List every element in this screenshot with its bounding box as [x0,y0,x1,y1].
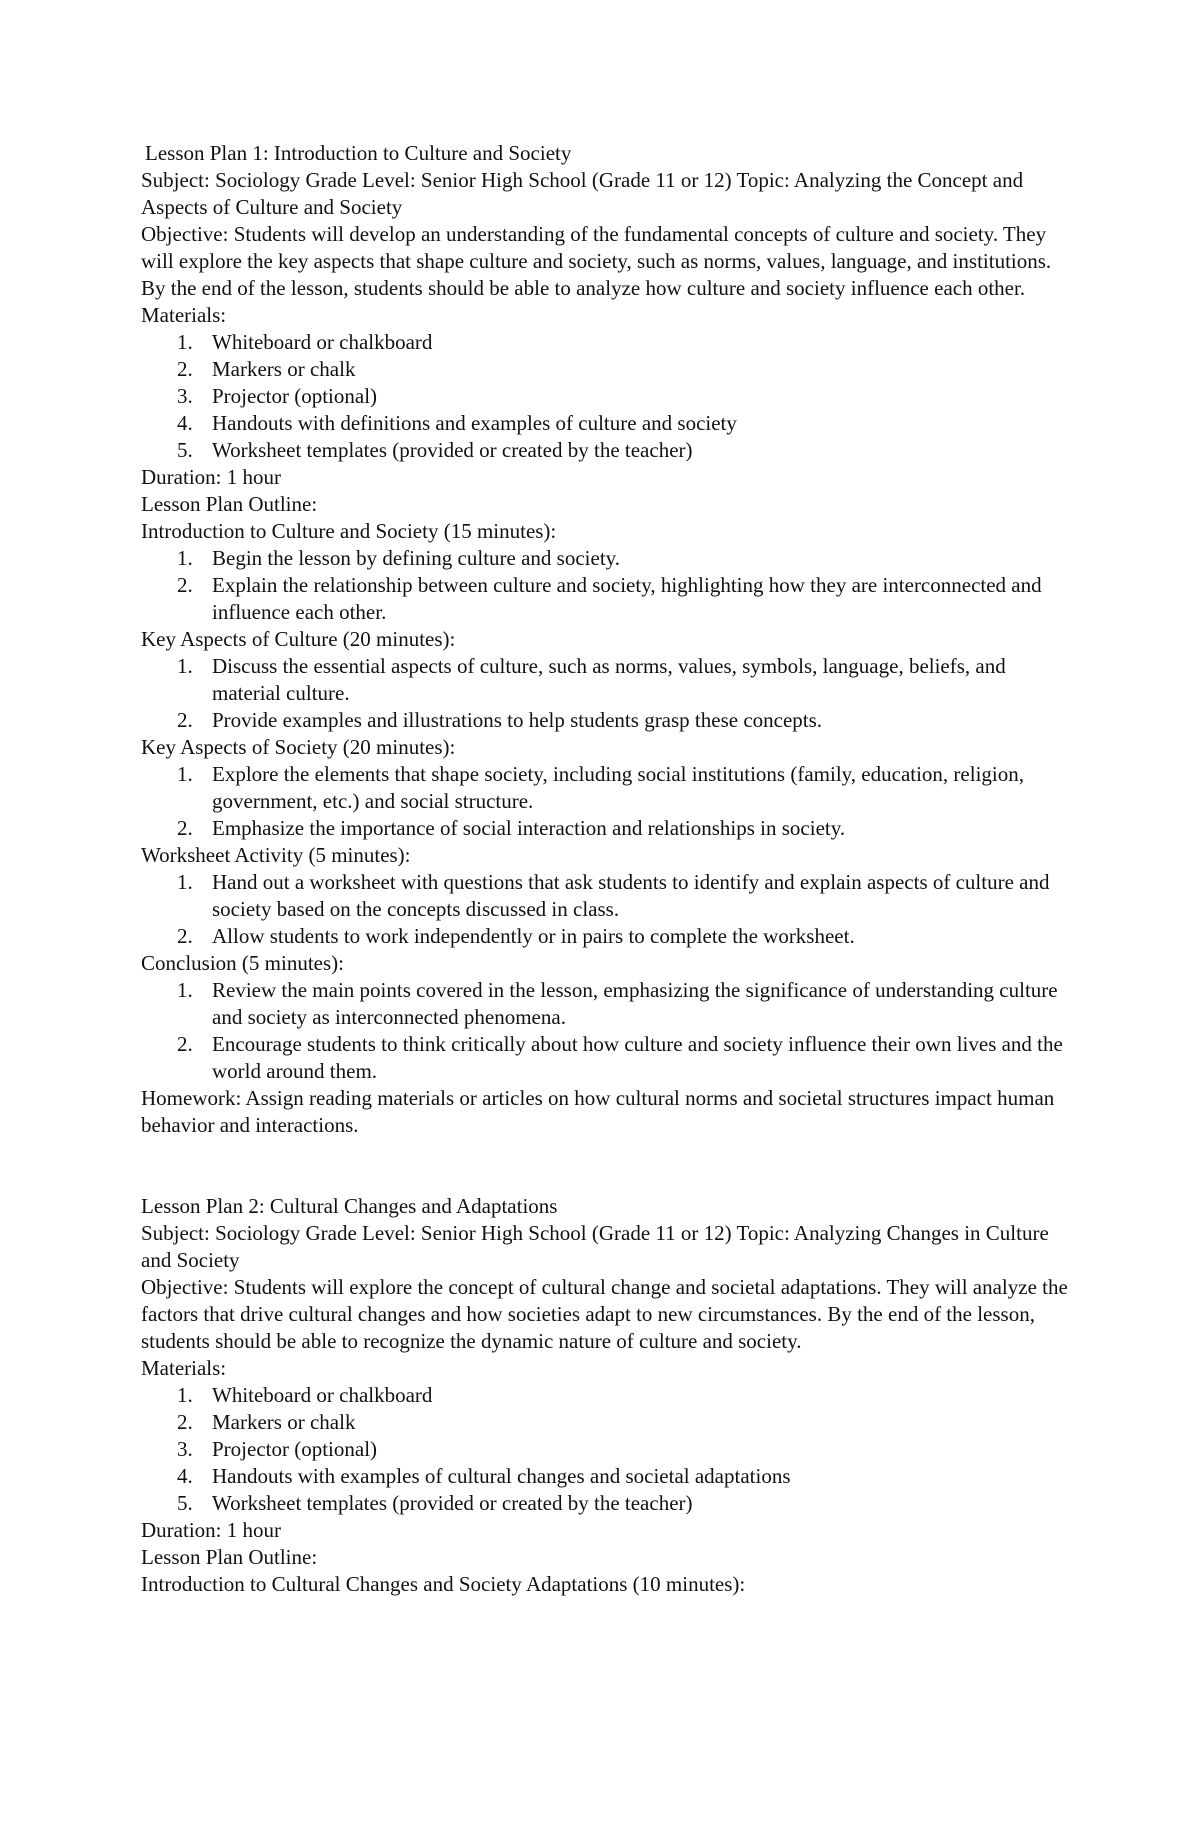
list-item [141,1463,1071,1490]
list-text: Projector (optional) [212,384,378,408]
list-number: 5. [177,438,193,462]
list-number: 1. [177,870,193,894]
list-item [141,1409,1071,1436]
list-number: 1. [177,330,193,354]
list-number: 2. [177,1410,193,1434]
list-number: 4. [177,1464,193,1488]
list-number: 2. [177,708,193,732]
list-text: Begin the lesson by defining culture and society. [212,546,621,570]
list-item [141,383,1071,410]
list-text: Whiteboard or chalkboard [212,1383,433,1407]
section-list [141,977,1071,1085]
lesson2-title: Lesson Plan 2: Cultural Changes and Adaptations [141,1194,558,1218]
list-item [141,761,1071,815]
section-heading: Conclusion (5 minutes): [141,951,344,975]
list-item [141,869,1071,923]
lesson1-duration: Duration: 1 hour [141,465,281,489]
list-item [141,1490,1071,1517]
list-number: 2. [177,816,193,840]
list-item [141,410,1071,437]
list-number: 1. [177,546,193,570]
document-body [141,140,1071,1598]
list-number: 1. [177,978,193,1002]
list-item [141,437,1071,464]
list-text: Handouts with definitions and examples of culture and society [212,411,737,435]
section-list [141,869,1071,950]
list-text: Projector (optional) [212,1437,378,1461]
list-text: Explore the elements that shape society, including social institutions (family, education, religion, government, etc.) and social structure. [212,762,1024,813]
section-gap [141,1139,1071,1193]
section-list [141,545,1071,626]
list-number: 1. [177,1383,193,1407]
list-number: 1. [177,762,193,786]
list-item [141,356,1071,383]
lesson1-title: Lesson Plan 1: Introduction to Culture and Society [145,141,572,165]
list-text: Encourage students to think critically about how culture and society influence their own lives and the world around them. [212,1032,1063,1083]
section-heading: Introduction to Cultural Changes and Society Adaptations (10 minutes): [141,1572,746,1596]
list-item [141,653,1071,707]
list-text: Markers or chalk [212,1410,356,1434]
list-number: 1. [177,654,193,678]
list-text: Review the main points covered in the lesson, emphasizing the significance of understanding culture and society as interconnected phenomena. [212,978,1058,1029]
list-text: Provide examples and illustrations to help students grasp these concepts. [212,708,823,732]
list-item [141,707,1071,734]
section-heading: Key Aspects of Culture (20 minutes): [141,627,456,651]
list-text: Hand out a worksheet with questions that ask students to identify and explain aspects of culture and society based on the concepts discussed in class. [212,870,1050,921]
lesson1-materials-label: Materials: [141,303,227,327]
list-text: Emphasize the importance of social interaction and relationships in society. [212,816,846,840]
list-item [141,1031,1071,1085]
lesson2-objective: Objective: Students will explore the concept of cultural change and societal adaptations. They will analyze the factors that drive cultural changes and how societies adapt to new circumstances. By the end of the lesson, students should be able to recognize the dynamic nature of culture and society. [141,1275,1068,1353]
lesson2-duration: Duration: 1 hour [141,1518,281,1542]
section-list [141,653,1071,734]
list-number: 5. [177,1491,193,1515]
section-heading: Key Aspects of Society (20 minutes): [141,735,456,759]
list-text: Explain the relationship between culture and society, highlighting how they are interconnected and influence each other. [212,573,1042,624]
list-number: 2. [177,1032,193,1056]
list-item [141,545,1071,572]
list-item [141,923,1071,950]
list-text: Whiteboard or chalkboard [212,330,433,354]
list-text: Discuss the essential aspects of culture, such as norms, values, symbols, language, beliefs, and material culture. [212,654,1006,705]
lesson2-materials-label: Materials: [141,1356,227,1380]
list-text: Markers or chalk [212,357,356,381]
lesson2-outline-label: Lesson Plan Outline: [141,1545,318,1569]
list-item [141,815,1071,842]
list-number: 3. [177,384,193,408]
list-text: Worksheet templates (provided or created by the teacher) [212,1491,693,1515]
lesson2-materials-list [141,1382,1071,1517]
section-heading: Introduction to Culture and Society (15 minutes): [141,519,557,543]
list-number: 2. [177,573,193,597]
lesson1-objective: Objective: Students will develop an understanding of the fundamental concepts of culture and society. They will explore the key aspects that shape culture and society, such as norms, values, language, and institutions. By the end of the lesson, students should be able to analyze how culture and society influence each other. [141,222,1052,300]
lesson1-subject-line: Subject: Sociology Grade Level: Senior High School (Grade 11 or 12) Topic: Analyzing the Concept and Aspects of Culture and Society [141,168,1024,219]
lesson1-homework: Homework: Assign reading materials or articles on how cultural norms and societal structures impact human behavior and interactions. [141,1086,1055,1137]
list-item [141,1436,1071,1463]
lesson1-materials-list [141,329,1071,464]
list-number: 2. [177,357,193,381]
lesson2-subject-line: Subject: Sociology Grade Level: Senior High School (Grade 11 or 12) Topic: Analyzing Changes in Culture and Society [141,1221,1049,1272]
list-item [141,1382,1071,1409]
section-heading: Worksheet Activity (5 minutes): [141,843,411,867]
section-list [141,761,1071,842]
list-text: Worksheet templates (provided or created by the teacher) [212,438,693,462]
list-item [141,977,1071,1031]
list-number: 4. [177,411,193,435]
list-text: Handouts with examples of cultural changes and societal adaptations [212,1464,791,1488]
list-item [141,572,1071,626]
list-text: Allow students to work independently or in pairs to complete the worksheet. [212,924,855,948]
lesson1-outline-label: Lesson Plan Outline: [141,492,318,516]
list-item [141,329,1071,356]
list-number: 3. [177,1437,193,1461]
list-number: 2. [177,924,193,948]
